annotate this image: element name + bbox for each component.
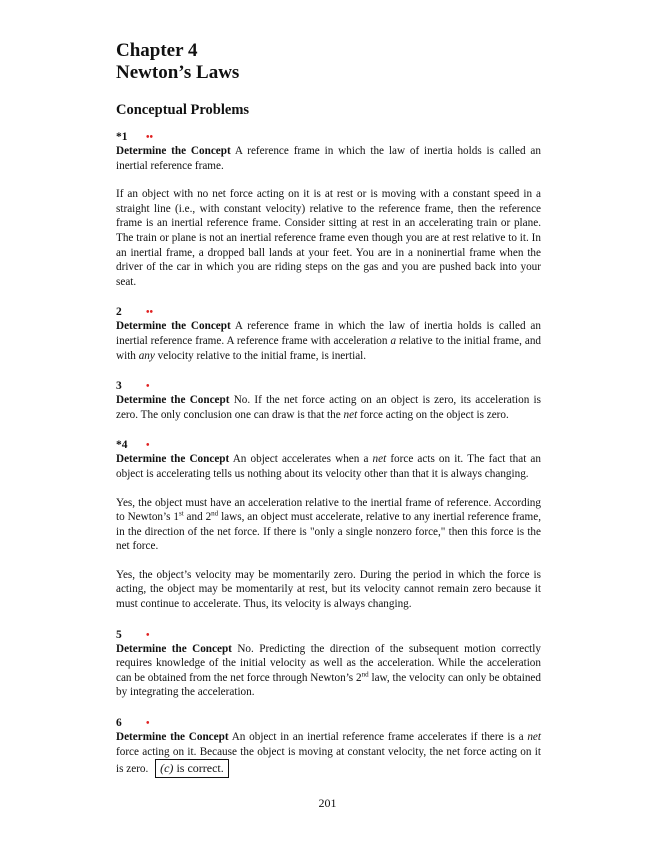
chapter-title bbox=[116, 40, 541, 84]
boxed-answer: (c) is correct. bbox=[155, 759, 229, 778]
difficulty-dots: •• bbox=[146, 307, 154, 319]
problem-header bbox=[116, 131, 541, 144]
lead-in: Determine the Concept bbox=[116, 320, 231, 333]
difficulty-dots: • bbox=[146, 718, 150, 730]
section-title: Conceptual Problems bbox=[116, 102, 250, 118]
page-number: 201 bbox=[318, 796, 337, 810]
page-content bbox=[116, 40, 541, 778]
problem-text: Determine the Concept No. If the net force acting on an object is zero, its acceleration is zero. The only conclusion one can draw is that the net force acting on the object is zero. bbox=[116, 394, 541, 421]
lead-in: Determine the Concept bbox=[116, 394, 230, 407]
problem-5 bbox=[116, 629, 541, 700]
problem-number: *1 bbox=[116, 131, 128, 143]
problem-text: Yes, the object must have an acceleration relative to the inertial frame of reference. According to Newton’s 1st and 2nd laws, an object must accelerate, relative to any inertial reference frame, in the direction of the net force. If there is "only a single nonzero force," then this force is the net force. bbox=[116, 496, 541, 553]
difficulty-dots: •• bbox=[146, 132, 154, 143]
problem-header bbox=[116, 717, 541, 730]
difficulty-dots: • bbox=[146, 440, 150, 452]
problem-text: Determine the Concept An object accelerates when a net force acts on it. The fact that an object is accelerating tells us nothing about its velocity other than that it is always changing. bbox=[116, 453, 541, 480]
problem-text: Determine the Concept No. Predicting the direction of the subsequent motion correctly requires knowledge of the initial velocity as well as the acceleration. While the acceleration can be obtained from the net force through Newton’s 2nd law, the velocity can only be obtained by integrating the acceleration. bbox=[116, 642, 541, 699]
chapter-name: Newton’s Laws bbox=[116, 62, 240, 83]
problem-header bbox=[116, 439, 541, 452]
problem-text: If an object with no net force acting on it is at rest or is moving with a constant speed in a straight line (i.e., with constant velocity) relative to the reference frame, then the reference frame is an inertial reference frame. Consider sitting at rest in an accelerating train or plane. The train or plane is not an inertial reference frame even though you are at rest relative to it. In an inertial frame, a dropped ball lands at your feet. You are in a noninertial frame when the driver of the car in which you are riding steps on the gas and you are pushed back into your seat. bbox=[116, 188, 541, 288]
problem-text: Determine the Concept An object in an inertial reference frame accelerates if there is a net force acting on it. Because the object is moving at constant velocity, the net force acting on it is zero. (c) is correct. bbox=[116, 730, 541, 778]
lead-in: Determine the Concept bbox=[116, 642, 232, 655]
problem-number: *4 bbox=[116, 439, 128, 452]
difficulty-dots: • bbox=[146, 629, 150, 641]
problem-3 bbox=[116, 380, 541, 422]
difficulty-dots: • bbox=[146, 381, 150, 393]
problem-number: 6 bbox=[116, 717, 122, 730]
problem-number: 2 bbox=[116, 306, 122, 319]
problem-2 bbox=[116, 306, 541, 363]
problem-number: 3 bbox=[116, 380, 122, 393]
problem-header bbox=[116, 306, 541, 319]
problem-header bbox=[116, 629, 541, 642]
problem-number: 5 bbox=[116, 628, 122, 641]
chapter-number: Chapter 4 bbox=[116, 40, 198, 61]
lead-in: Determine the Concept bbox=[116, 453, 230, 466]
problem-text: Yes, the object’s velocity may be momentarily zero. During the period in which the force is acting, the object may be momentarily at rest, but its velocity cannot remain zero because it must continue to accelerate. Thus, its velocity is always changing. bbox=[116, 568, 541, 611]
lead-in: Determine the Concept bbox=[116, 145, 231, 157]
problem-text: Determine the Concept A reference frame in which the law of inertia holds is called an inertial reference frame. A reference frame with acceleration a relative to the initial frame, and with any velocity relative to the initial frame, is inertial. bbox=[116, 320, 542, 362]
problem-1 bbox=[116, 131, 541, 289]
problem-6 bbox=[116, 717, 541, 778]
problem-4 bbox=[116, 439, 541, 611]
problem-text: Determine the Concept A reference frame in which the law of inertia holds is called an inertial reference frame. bbox=[116, 145, 541, 172]
lead-in: Determine the Concept bbox=[116, 731, 229, 744]
problem-header bbox=[116, 380, 541, 393]
